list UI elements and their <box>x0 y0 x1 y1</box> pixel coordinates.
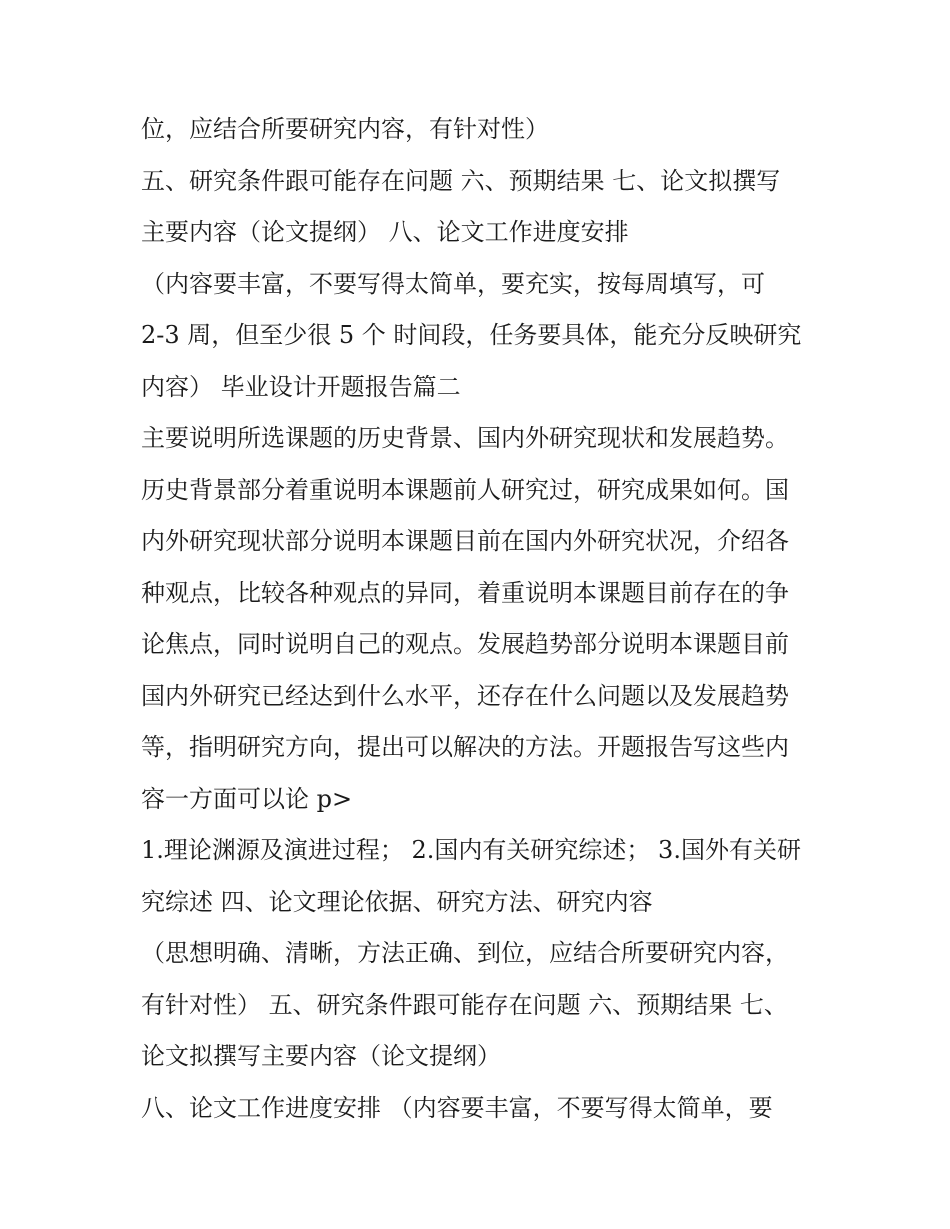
text-line: 容一方面可以论 p> <box>141 784 353 813</box>
text-line: 历史背景部分着重说明本课题前人研究过，研究成果如何。国 <box>141 475 789 504</box>
text-line: 种观点，比较各种观点的异同，着重说明本课题目前存在的争 <box>141 578 789 607</box>
text-line: 内外研究现状部分说明本课题目前在国内外研究状况，介绍各 <box>141 527 789 555</box>
text-line: 五、研究条件跟可能存在问题 六、预期结果 七、论文拟撰写 <box>141 166 781 195</box>
text-line: 论焦点，同时说明自己的观点。发展趋势部分说明本课题目前 <box>141 630 789 658</box>
text-line: 内容） 毕业设计开题报告篇二 <box>141 372 461 401</box>
text-line: 八、论文工作进度安排 （内容要丰富，不要写得太简单，要 <box>141 1093 773 1122</box>
text-line: 主要说明所选课题的历史背景、国内外研究现状和发展趋势。 <box>141 424 789 452</box>
text-line: 究综述 四、论文理论依据、研究方法、研究内容 <box>141 887 653 916</box>
text-line: （思想明确、清晰，方法正确、到位，应结合所要研究内容， <box>141 939 789 967</box>
text-line: 国内外研究已经达到什么水平，还存在什么问题以及发展趋势 <box>141 681 789 710</box>
text-line: 论文拟撰写主要内容（论文提纲） <box>141 1042 501 1070</box>
text-line: 等，指明研究方向，提出可以解决的方法。开题报告写这些内 <box>141 733 789 761</box>
text-line: （内容要丰富，不要写得太简单，要充实，按每周填写，可 <box>141 269 765 298</box>
text-line: 位，应结合所要研究内容，有针对性） <box>141 115 549 143</box>
text-line: 1.理论渊源及演进过程； 2.国内有关研究综述； 3.国外有关研 <box>141 836 801 864</box>
text-line: 2-3 周，但至少很 5 个 时间段，任务要具体，能充分反映研究 <box>141 321 802 349</box>
text-line: 主要内容（论文提纲） 八、论文工作进度安排 <box>141 218 629 246</box>
text-line: 有针对性） 五、研究条件跟可能存在问题 六、预期结果 七、 <box>141 990 788 1019</box>
body-text <box>141 107 831 1137</box>
